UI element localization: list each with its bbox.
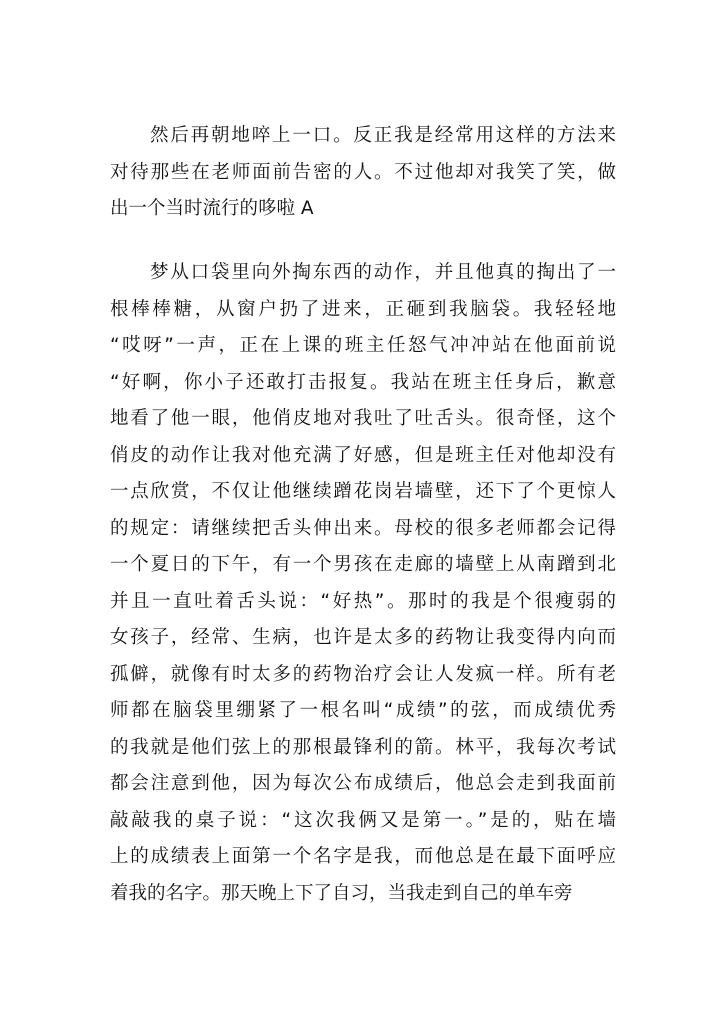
text-line: 敲敲我的桌子说：“这次我俩又是第一。”是的，贴在墙 [110, 809, 616, 831]
text-line: 地看了他一眼，他俏皮地对我吐了吐舌头。很奇怪，这个 [110, 408, 616, 429]
text-line: 对待那些在老师面前告密的人。不过他却对我笑了笑，做 [110, 161, 616, 183]
text-line: 的我就是他们弦上的那根最锋利的箭。林平，我每次考试 [110, 736, 616, 758]
text-line: 根棒棒糖，从窗户扔了进来，正砸到我脑袋。我轻轻地 [110, 298, 616, 320]
text-line: 上的成绩表上面第一个名字是我，而他总是在最下面呼应 [110, 846, 616, 867]
text-line: 俏皮的动作让我对他充满了好感，但是班主任对他却没有 [110, 444, 616, 466]
text-line: 一点欣赏，不仅让他继续蹭花岗岩墙壁，还下了个更惊人 [110, 481, 616, 502]
text-line: 孤僻，就像有时太多的药物治疗会让人发疯一样。所有老 [110, 663, 616, 685]
text-line: 师都在脑袋里绷紧了一根名叫“成绩”的弦，而成绩优秀 [110, 700, 616, 721]
paragraph-2 [110, 255, 616, 912]
text-line: 着我的名字。那天晚上下了自习，当我走到自己的单车旁 [110, 882, 573, 904]
text-line: 都会注意到他，因为每次公布成绩后，他总会走到我面前 [110, 773, 616, 794]
text-line: “哎呀”一声，正在上课的班主任怒气冲冲站在他面前说 [110, 335, 616, 356]
text-line: 的规定：请继续把舌头伸出来。母校的很多老师都会记得 [110, 517, 616, 539]
text-line: 梦从口袋里向外掏东西的动作，并且他真的掏出了一 [150, 262, 616, 283]
text-line: 一个夏日的下午，有一个男孩在走廊的墙壁上从南蹭到北 [110, 554, 616, 575]
text-line: 出一个当时流行的哆啦 A [110, 198, 314, 219]
text-line: 女孩子，经常、生病，也许是太多的药物让我变得内向而 [110, 627, 616, 648]
paragraph-1 [110, 118, 616, 228]
text-line: “好啊，你小子还敢打击报复。我站在班主任身后，歉意 [110, 371, 616, 393]
text-line: 然后再朝地啐上一口。反正我是经常用这样的方法来 [150, 125, 616, 146]
text-line: 并且一直吐着舌头说：“好热”。那时的我是个很瘦弱的 [110, 590, 616, 612]
